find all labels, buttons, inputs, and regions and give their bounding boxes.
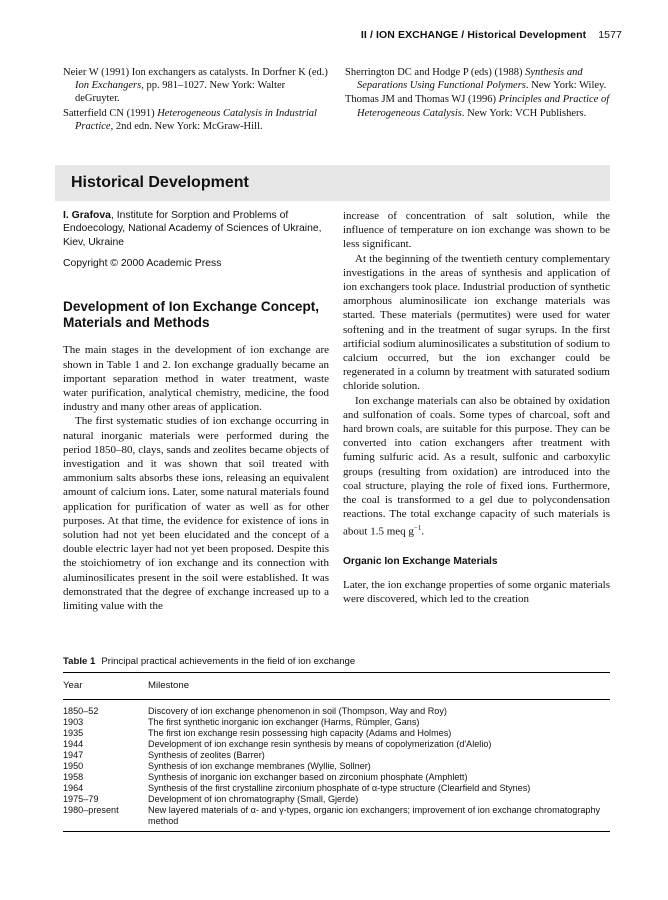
section-heading: Development of Ion Exchange Concept, Materials and Methods (63, 299, 320, 331)
paragraph-end: . (421, 526, 425, 539)
unit-superscript: −1 (413, 524, 422, 533)
paragraph: increase of concentration of salt solution, while the influence of temperature on ion exchange was shown to be less significant. (343, 210, 610, 251)
year-cell: 1958 (63, 772, 84, 782)
reference-title: Heterogeneous Catalysis in Industrial Practice (75, 107, 317, 132)
table-body (63, 700, 610, 827)
year-cell: 1903 (63, 717, 84, 727)
reference-item (345, 93, 610, 119)
table-row (63, 717, 610, 728)
year-cell: 1975–79 (63, 794, 99, 804)
running-head (361, 29, 622, 41)
column-header-year: Year (63, 680, 83, 691)
reference-item (345, 66, 610, 92)
table-row (63, 728, 610, 739)
reference-details: , pp. 981–1027. New York: Walter deGruyter. (75, 80, 286, 105)
reference-item (63, 66, 331, 106)
reference-authors: Thomas JM and Thomas WJ (1996) (345, 94, 499, 106)
article-title-banner (55, 165, 610, 201)
table-label: Table 1 (63, 656, 96, 667)
reference-title: Ion Exchangers (75, 80, 142, 92)
year-cell: 1850–52 (63, 706, 99, 716)
milestone-cell: Development of ion chromatography (Small, Gjerde) (148, 794, 359, 804)
paragraph: The first systematic studies of ion exchange occurring in natural inorganic materials were performed during the period 1850–80, clays, sands and zeolites became objects of investigation and it was shown that soil treated with ammonium salts absorbs these ions, releasing an equivalent amount of calcium ions. Later, some natural materials found application for purification of water as well as for other purposes. At that time, the evidence for existence of ions in solution had not yet been elucidated and the concept of a double electric layer had not yet been proposed. Despite this the stoichiometry of ion exchange and its connection with aluminosilicates present in the soil were established. It was demonstrated that the degree of exchange increased up to a limiting value with the (63, 415, 329, 613)
table-row (63, 772, 610, 783)
milestone-cell: New layered materials of α- and γ-types, organic ion exchangers; improvement of ion exchange chromatography method (148, 805, 601, 826)
reference-details: . New York: Wiley. (525, 80, 607, 92)
table-header (63, 673, 610, 699)
milestone-cell: Synthesis of inorganic ion exchanger based on zirconium phosphate (Amphlett) (148, 772, 468, 782)
right-column (343, 209, 610, 606)
page-number: 1577 (598, 29, 622, 41)
paragraph: Later, the ion exchange properties of some organic materials were discovered, which led to the creation (343, 578, 610, 605)
milestone-cell: The first ion exchange resin possessing high capacity (Adams and Holmes) (148, 728, 452, 738)
paragraph: The main stages in the development of ion exchange are shown in Table 1 and 2. Ion exchange gradually became an important separation method in water treatment, waste water purification, analytical chemistry, medicine, the food industry and many other areas of application. (63, 344, 329, 414)
year-cell: 1947 (63, 750, 84, 760)
milestone-cell: Synthesis of the first crystalline zirconium phosphate of α-type structure (Clearfield and Stynes) (148, 783, 531, 793)
table-caption-text: Principal practical achievements in the field of ion exchange (101, 656, 356, 667)
table-row (63, 750, 610, 761)
table-data (63, 706, 610, 827)
reference-item (63, 107, 331, 133)
milestone-cell: Discovery of ion exchange phenomenon in soil (Thompson, Way and Roy) (148, 706, 447, 716)
year-cell: 1935 (63, 728, 84, 738)
reference-details: . New York: VCH Publishers. (461, 107, 587, 119)
references-right (345, 66, 610, 121)
milestone-cell: Development of ion exchange resin synthesis by means of copolymerization (d'Alelio) (148, 739, 492, 749)
reference-authors: Sherrington DC and Hodge P (eds) (1988) (345, 67, 526, 78)
year-cell: 1944 (63, 739, 84, 749)
reference-title: Principles and Practice of Heterogeneous Catalysis (357, 94, 610, 119)
table-row (63, 706, 610, 717)
copyright-line: Copyright © 2000 Academic Press (63, 258, 222, 270)
table-caption (63, 656, 610, 667)
milestone-cell: Synthesis of ion exchange membranes (Wyllie, Sollner) (148, 761, 371, 771)
reference-details: , 2nd edn. New York: McGraw-Hill. (110, 120, 263, 132)
subsection-heading: Organic Ion Exchange Materials (343, 556, 498, 568)
table-row (63, 783, 610, 794)
column-header-milestone: Milestone (148, 680, 190, 691)
paragraph: At the beginning of the twentieth century complementary investigations in the areas of synthesis and application of ion exchangers took place. Industrial production of synthetic amorphous aluminosilicate ion exchange materials was started. These materials (permutites) were used for water softening and in the treatment of sugar syrups. In the first artificial sodium aluminosilicates a substitution of sodium to calcium occurred, but the ion exchanger could be regenerated in a column by treatment with saturated sodium chloride solution. (343, 252, 610, 393)
references-left (63, 66, 331, 134)
running-title: II / ION EXCHANGE / Historical Development (360, 29, 587, 41)
year-cell: 1964 (63, 783, 84, 793)
reference-authors: Satterfield CN (1991) (63, 107, 158, 119)
milestone-cell: Synthesis of zeolites (Barrer) (148, 750, 265, 760)
year-cell: 1950 (63, 761, 84, 771)
table-1 (63, 656, 610, 832)
author-name: I. Grafova (63, 210, 111, 221)
table-row (63, 739, 610, 750)
left-column (63, 209, 329, 613)
milestone-cell: The first synthetic inorganic ion exchanger (Harms, Rümpler, Gans) (148, 717, 420, 727)
article-title: Historical Development (71, 174, 249, 191)
table-bottom-rule (63, 831, 610, 832)
reference-title: Synthesis and Separations Using Functional Polymers (357, 67, 583, 92)
paragraph (343, 394, 610, 540)
affiliation-text: , Institute for Sorption and Problems of Endoecology, National Academy of Sciences of Ukraine, Kiev, Ukraine (63, 210, 322, 248)
paragraph-text: Ion exchange materials can also be obtained by oxidation and sulfonation of coals. Some types of charcoal, soft and hard brown coals, are suitable for this purpose. They can be converted into cation exchangers after treatment with fuming sulfuric acid. As a result, sulfonic and carboxylic groups (resulting from oxidation) are introduced into the coal structure, playing the role of fixed ions. Furthermore, the coal is transformed to a gel due to polycondensation reactions. The total exchange capacity of such materials is about 1.5 meq g (343, 394, 610, 539)
table-row (63, 794, 610, 805)
year-cell: 1980–present (63, 805, 119, 815)
author-affiliation (63, 209, 329, 249)
table-row (63, 761, 610, 772)
table-row (63, 805, 610, 827)
reference-authors: Neier W (1991) Ion exchangers as catalysts. In Dorfner K (ed.) (63, 67, 328, 78)
